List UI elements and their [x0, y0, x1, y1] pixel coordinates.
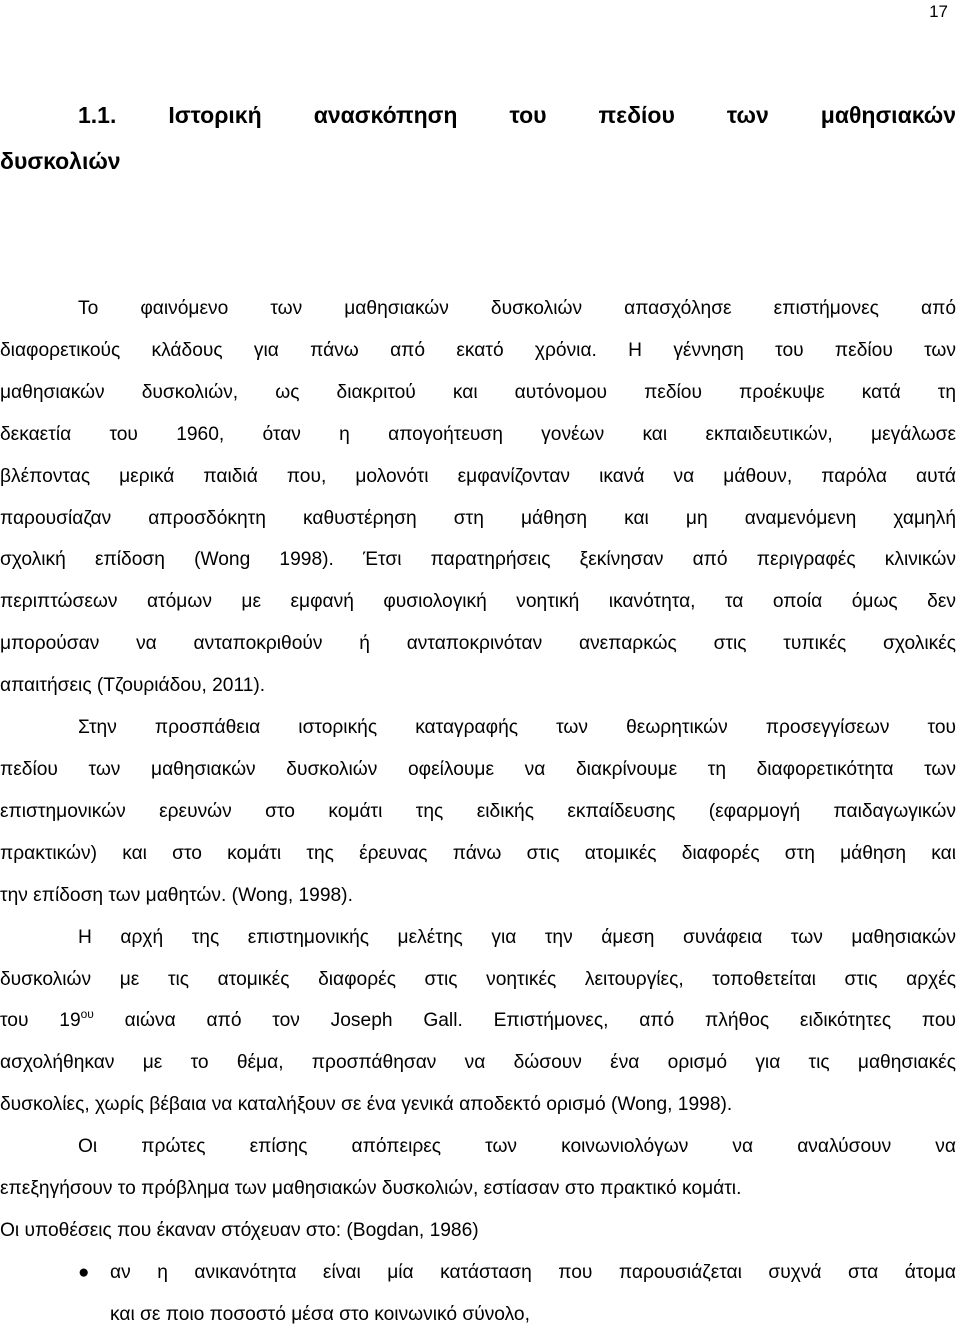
text-line: περιπτώσεων ατόμων με εμφανή φυσιολογική νοητική ικανότητα, τα οποία όμως δεν	[0, 591, 956, 613]
text-line: Στην προσπάθεια ιστορικής καταγραφής των θεωρητικών προσεγγίσεων του	[78, 717, 956, 739]
page-number: 17	[929, 2, 948, 21]
text-line: δυσκολιών με τις ατομικές διαφορές στις νοητικές λειτουργίες, τοποθετείται στις αρχές	[0, 968, 956, 990]
paragraph-1	[0, 288, 956, 707]
paragraph-2	[0, 707, 956, 917]
paragraph-4	[0, 1126, 956, 1252]
text-line-with-superscript	[0, 1000, 956, 1042]
text-line: ασχολήθηκαν με το θέμα, προσπάθησαν να δώσουν ένα ορισμό για τις μαθησιακές	[0, 1052, 956, 1074]
text-line: σχολική επίδοση (Wong 1998). Έτσι παρατηρήσεις ξεκίνησαν από περιγραφές κλινικών	[0, 549, 956, 571]
text-line: Η αρχή της επιστημονικής μελέτης για την άμεση συνάφεια των μαθησιακών	[78, 926, 956, 948]
bullet-text-line: και σε ποιο ποσοστό μέσα στο κοινωνικό σύνολο,	[110, 1303, 530, 1325]
section-heading	[0, 92, 960, 184]
text-line: διαφορετικούς κλάδους για πάνω από εκατό χρόνια. Η γέννηση του πεδίου των	[0, 339, 956, 361]
body-text	[0, 288, 956, 1336]
text-line: απαιτήσεις (Τζουριάδου, 2011).	[0, 675, 266, 697]
text-fragment: αιώνα από τον Joseph Gall. Επιστήμονες, από πλήθος ειδικότητες που	[93, 1010, 956, 1032]
superscript: ου	[80, 1007, 94, 1022]
text-line: Το φαινόμενο των μαθησιακών δυσκολιών απασχόλησε επιστήμονες από	[78, 298, 956, 319]
section-heading-line-2: δυσκολιών	[0, 148, 121, 174]
bullet-text-line: αν η ανικανότητα είναι μία κατάσταση που παρουσιάζεται συχνά στα άτομα	[110, 1261, 956, 1283]
section-heading-line-1: 1.1. Ιστορική ανασκόπηση του πεδίου των μαθησιακών	[78, 102, 956, 128]
text-line: Οι υποθέσεις που έκαναν στόχευαν στο: (Bogdan, 1986)	[0, 1219, 479, 1241]
bullet-dot-icon: ●	[78, 1261, 90, 1283]
bullet-list-item	[0, 1252, 956, 1336]
text-line: Οι πρώτες επίσης απόπειρες των κοινωνιολόγων να αναλύσουν να	[78, 1136, 956, 1158]
text-line: επεξηγήσουν το πρόβλημα των μαθησιακών δυσκολιών, εστίασαν στο πρακτικό κομάτι.	[0, 1178, 742, 1200]
text-line: πρακτικών) και στο κομάτι της έρευνας πάνω στις ατομικές διαφορές στη μάθηση και	[0, 842, 956, 864]
text-line: μαθησιακών δυσκολιών, ως διακριτού και αυτόνομου πεδίου προέκυψε κατά τη	[0, 381, 956, 403]
text-line: την επίδοση των μαθητών. (Wong, 1998).	[0, 884, 353, 906]
text-line: μπορούσαν να ανταποκριθούν ή ανταποκρινόταν ανεπαρκώς στις τυπικές σχολικές	[0, 633, 956, 655]
text-line: δεκαετία του 1960, όταν η απογοήτευση γονέων και εκπαιδευτικών, μεγάλωσε	[0, 423, 956, 445]
text-line: δυσκολίες, χωρίς βέβαια να καταλήξουν σε ένα γενικά αποδεκτό ορισμό (Wong, 1998).	[0, 1094, 733, 1116]
text-line: παρουσίαζαν απροσδόκητη καθυστέρηση στη μάθηση και μη αναμενόμενη χαμηλή	[0, 507, 956, 529]
paragraph-3	[0, 917, 956, 1127]
text-line: βλέποντας μερικά παιδιά που, μολονότι εμφανίζονταν ικανά να μάθουν, παρόλα αυτά	[0, 465, 956, 487]
text-line: πεδίου των μαθησιακών δυσκολιών οφείλουμε να διακρίνουμε τη διαφορετικότητα των	[0, 758, 956, 780]
text-line: επιστημονικών ερευνών στο κομάτι της ειδικής εκπαίδευσης (εφαρμογή παιδαγωγικών	[0, 800, 956, 822]
text-fragment: του 19	[0, 1010, 81, 1032]
